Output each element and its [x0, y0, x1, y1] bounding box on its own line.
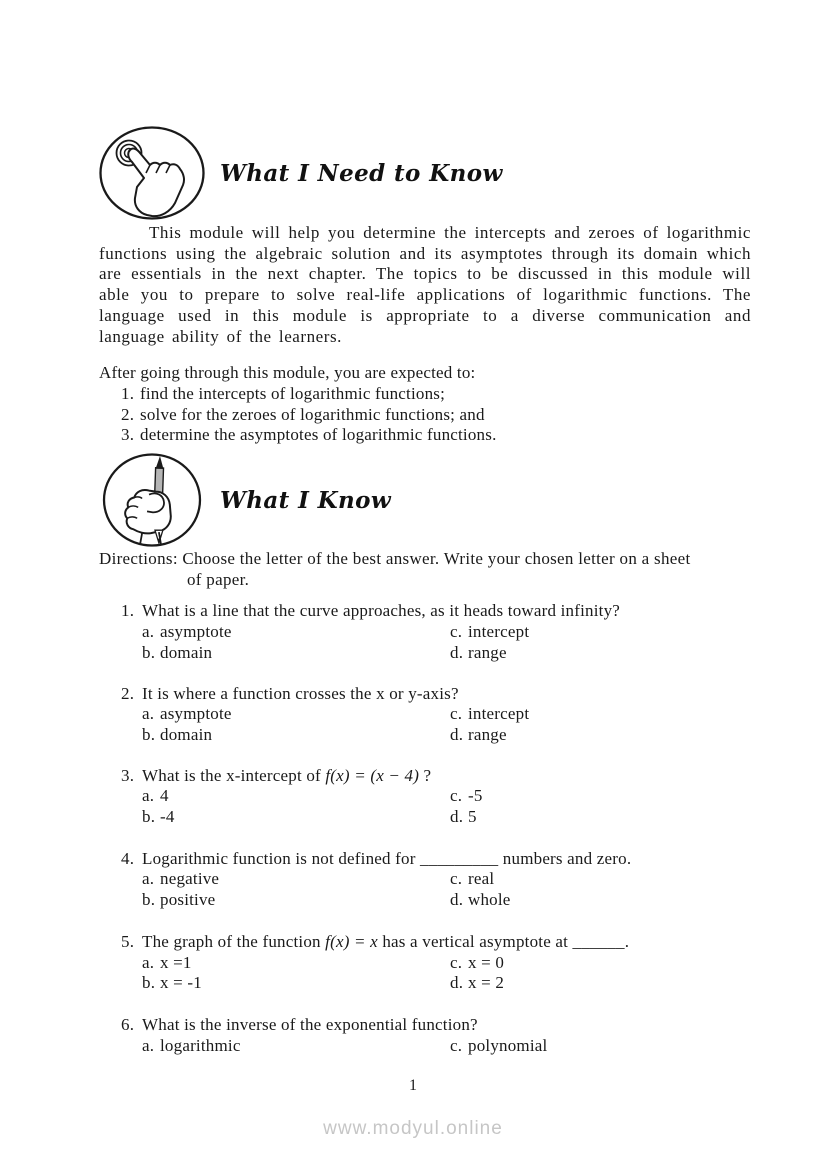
option-d: d. whole — [450, 890, 511, 910]
objective-text: solve for the zeroes of logarithmic functions; and — [140, 404, 485, 424]
question-text: What is a line that the curve approaches, as it heads toward infinity? — [142, 601, 621, 621]
option-d: d. range — [450, 642, 507, 662]
objective-text: find the intercepts of logarithmic functions; — [140, 383, 446, 403]
directions-label: Directions: — [99, 549, 178, 569]
question-number: 4. — [121, 848, 135, 868]
option-c: c. real — [450, 869, 495, 889]
page-content — [0, 126, 826, 1056]
question-text: The graph of the function f(x) = x has a vertical asymptote at ______. — [142, 931, 630, 951]
page-number: 1 — [409, 1077, 417, 1094]
question-4 — [99, 849, 751, 911]
option-d: d. range — [450, 724, 507, 744]
directions-line2: of paper. — [187, 569, 250, 589]
question-3 — [99, 766, 751, 828]
math-expression: f(x) = (x − 4) — [325, 765, 420, 785]
question-5 — [99, 932, 751, 994]
objective-number: 1. — [121, 383, 135, 403]
intro-paragraph: This module will help you determine the intercepts and zeroes of logarithmic functions using the algebraic solution and its asymptotes through its domain which are essentials in the next chapter. The topics to be discussed in this module will able you to prepare to solve real-life applications of logarithmic functions. The language used in this module is appropriate to a diverse communication and language ability of the learners. — [99, 223, 751, 346]
objective-item — [99, 425, 751, 446]
section-title-what-i-know: What I Know — [220, 486, 392, 514]
option-a: a. asymptote — [142, 622, 232, 642]
question-number: 1. — [121, 601, 135, 621]
question-2 — [99, 684, 751, 746]
option-c: c. intercept — [450, 622, 530, 642]
option-c: c. x = 0 — [450, 952, 505, 972]
objective-number: 3. — [121, 425, 135, 445]
option-b: b. domain — [142, 642, 213, 662]
option-b: b. domain — [142, 724, 213, 744]
question-6 — [99, 1015, 751, 1056]
question-number: 3. — [121, 765, 135, 785]
directions — [99, 549, 751, 590]
watermark: www.modyul.online — [323, 1118, 503, 1139]
objective-item — [99, 384, 751, 405]
option-b: b. x = -1 — [142, 973, 202, 993]
option-b: b. -4 — [142, 807, 175, 827]
option-d: d. x = 2 — [450, 973, 505, 993]
option-b: b. positive — [142, 890, 216, 910]
objective-number: 2. — [121, 404, 135, 424]
question-1 — [99, 601, 751, 663]
objectives-list — [99, 384, 751, 446]
question-number: 5. — [121, 931, 135, 951]
option-a: a. negative — [142, 869, 220, 889]
option-a: a. 4 — [142, 786, 169, 806]
option-a: a. logarithmic — [142, 1035, 241, 1055]
hand-holding-pencil-icon — [99, 453, 205, 547]
question-text: It is where a function crosses the x or y-axis? — [142, 683, 459, 703]
option-a: a. asymptote — [142, 704, 232, 724]
section-header-need-to-know — [99, 126, 751, 220]
option-c: c. polynomial — [450, 1035, 548, 1055]
math-expression: f(x) = x — [325, 931, 378, 951]
question-number: 2. — [121, 683, 135, 703]
objective-text: determine the asymptotes of logarithmic functions. — [140, 425, 497, 445]
objective-item — [99, 405, 751, 426]
section-header-what-i-know — [99, 453, 751, 547]
question-number: 6. — [121, 1014, 135, 1034]
tap-finger-icon — [99, 126, 205, 220]
question-text: What is the inverse of the exponential function? — [142, 1014, 478, 1034]
directions-line1: Directions: Choose the letter of the best answer. Write your chosen letter on a sheet — [99, 549, 691, 569]
question-text: Logarithmic function is not defined for _________ numbers and zero. — [142, 848, 632, 868]
option-c: c. intercept — [450, 704, 530, 724]
option-d: d. 5 — [450, 807, 477, 827]
question-text: What is the x-intercept of f(x) = (x − 4) ? — [142, 765, 432, 785]
objectives-intro: After going through this module, you are expected to: — [99, 363, 476, 383]
option-c: c. -5 — [450, 786, 483, 806]
section-title-need-to-know: What I Need to Know — [220, 159, 503, 187]
option-a: a. x =1 — [142, 952, 192, 972]
